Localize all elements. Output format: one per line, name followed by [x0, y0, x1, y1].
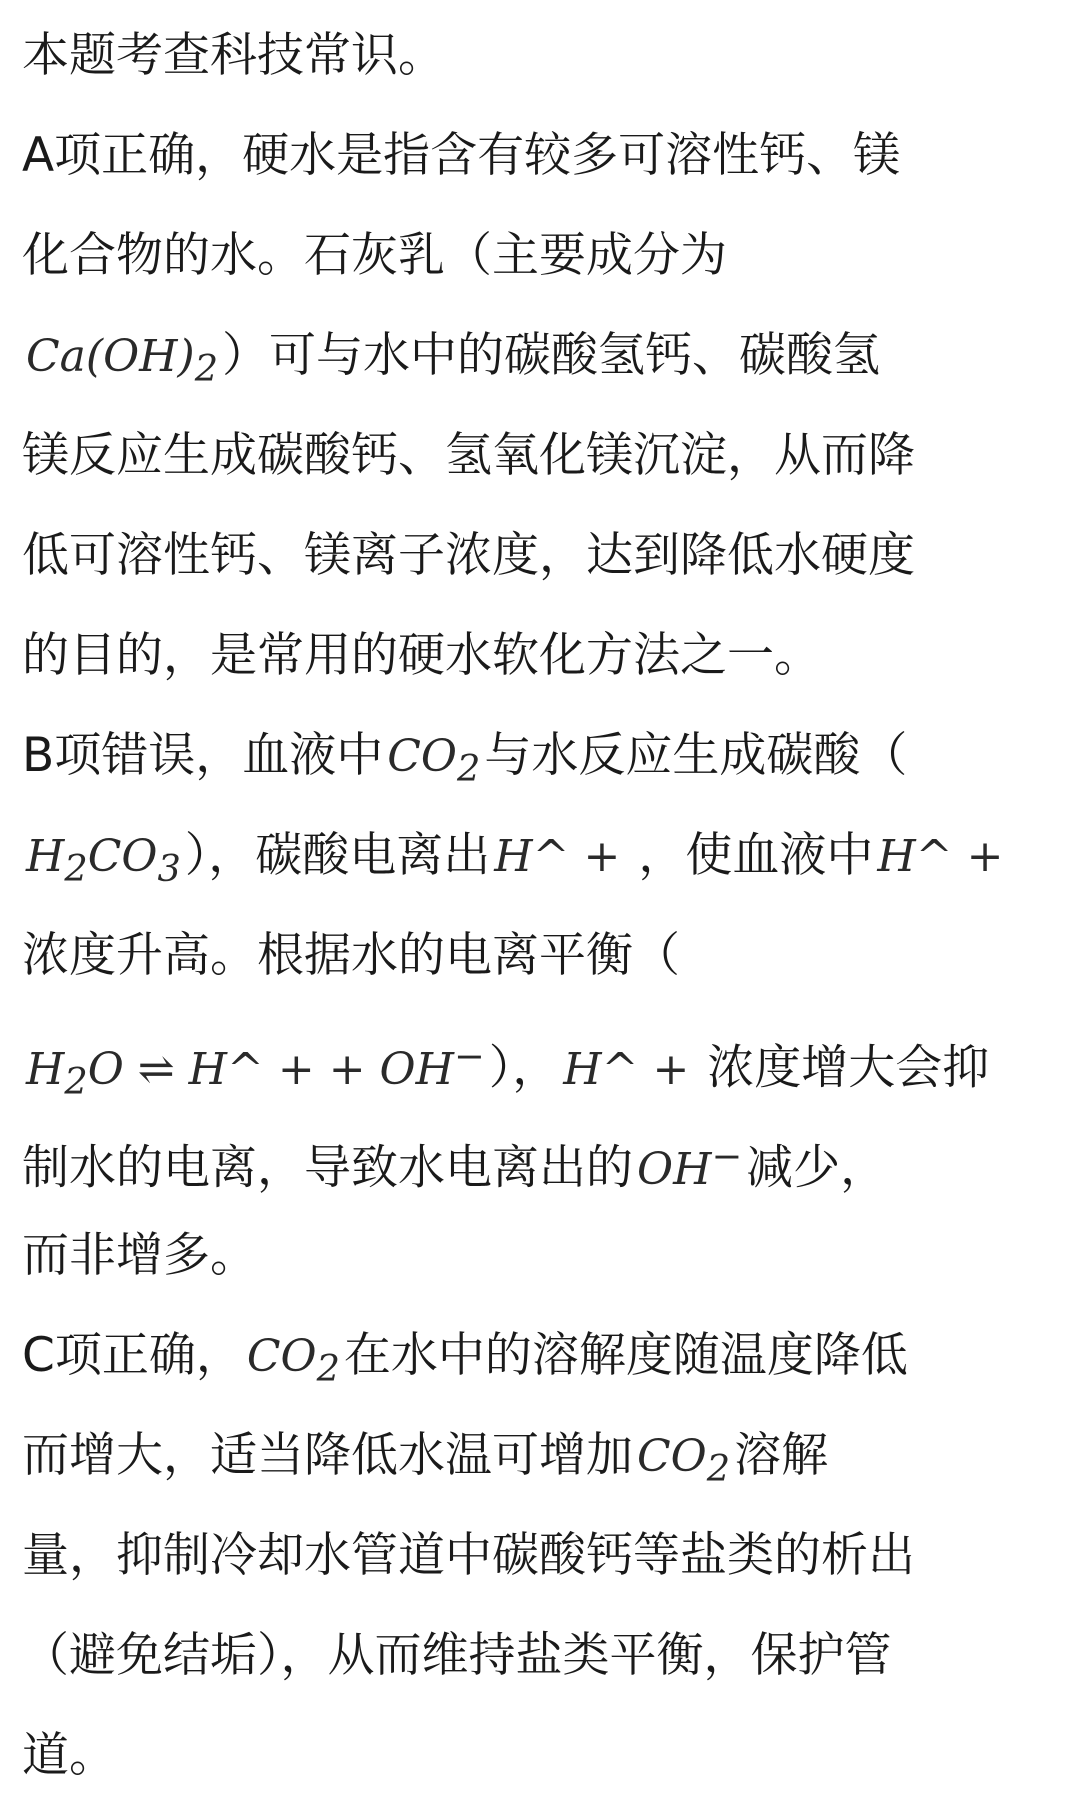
text-segment: 本题考查科技常识。	[22, 28, 445, 83]
formula: $CO_2$	[637, 1431, 731, 1490]
text-segment: 的目的，是常用的硬水软化方法之一。	[22, 628, 821, 683]
formula: $Ca(OH)_2$	[26, 331, 219, 390]
text-segment: 浓度升高。根据水的电离平衡（	[22, 928, 680, 983]
text-line	[22, 106, 1062, 206]
text-line	[22, 1306, 1062, 1406]
formula: H^ +	[563, 1043, 704, 1095]
formula: $H_2CO_3$	[26, 831, 181, 890]
text-line	[22, 1506, 1062, 1606]
text-line	[22, 1606, 1062, 1706]
text-segment: （避免结垢），从而维持盐类平衡，保护管	[22, 1628, 892, 1683]
text-segment: ），	[488, 1040, 560, 1096]
text-segment: ），碳酸电离出	[184, 828, 491, 883]
text-segment: 低可溶性钙、镁离子浓度，达到降低水硬度	[22, 528, 915, 583]
formula: $CO_2$	[387, 731, 481, 790]
text-line	[22, 306, 1062, 406]
text-line	[22, 1706, 1062, 1806]
text-segment: 在水中的溶解度随温度降低	[343, 1328, 908, 1383]
text-segment: 与水反应生成碳酸（	[484, 728, 908, 783]
text-segment: 制水的电离，导致水电离出的	[22, 1140, 633, 1196]
text-segment: 而增大，适当降低水温可增加	[22, 1428, 633, 1483]
explanation-text	[22, 6, 1062, 1806]
text-line	[22, 706, 1062, 806]
formula: OH−	[637, 1134, 743, 1195]
text-line	[22, 6, 1062, 106]
text-segment: 溶解	[734, 1428, 829, 1483]
text-segment: ）可与水中的碳酸氢钙、碳酸氢	[222, 328, 881, 383]
text-line	[22, 1406, 1062, 1506]
text-segment: 量，抑制冷却水管道中碳酸钙等盐类的析出	[22, 1528, 915, 1583]
text-line	[22, 906, 1062, 1006]
text-line	[22, 606, 1062, 706]
text-segment: 减少，	[746, 1140, 888, 1196]
text-segment: B项错误，血液中	[22, 728, 384, 783]
text-segment: A项正确，硬水是指含有较多可溶性钙、镁	[22, 128, 901, 183]
formula: $CO_2$	[246, 1331, 340, 1390]
text-line	[22, 806, 1062, 906]
text-line	[22, 1006, 1062, 1106]
text-segment: 而非增多。	[22, 1228, 257, 1283]
text-segment: C项正确，	[22, 1328, 243, 1383]
text-segment: 道。	[22, 1728, 116, 1783]
text-line	[22, 406, 1062, 506]
text-line	[22, 1206, 1062, 1306]
text-segment: ，使血液中	[638, 828, 874, 883]
text-segment: 化合物的水。石灰乳（主要成分为	[22, 228, 727, 283]
text-segment: 镁反应生成碳酸钙、氢氧化镁沉淀，从而降	[22, 428, 915, 483]
text-line	[22, 506, 1062, 606]
formula: H^ +	[877, 831, 1004, 882]
text-line	[22, 206, 1062, 306]
text-segment: 浓度增大会抑	[707, 1040, 990, 1096]
formula: $H_2O$ ⇌ H^ + + OH−	[26, 1034, 485, 1103]
text-line	[22, 1106, 1062, 1206]
formula: H^ +	[494, 831, 635, 882]
